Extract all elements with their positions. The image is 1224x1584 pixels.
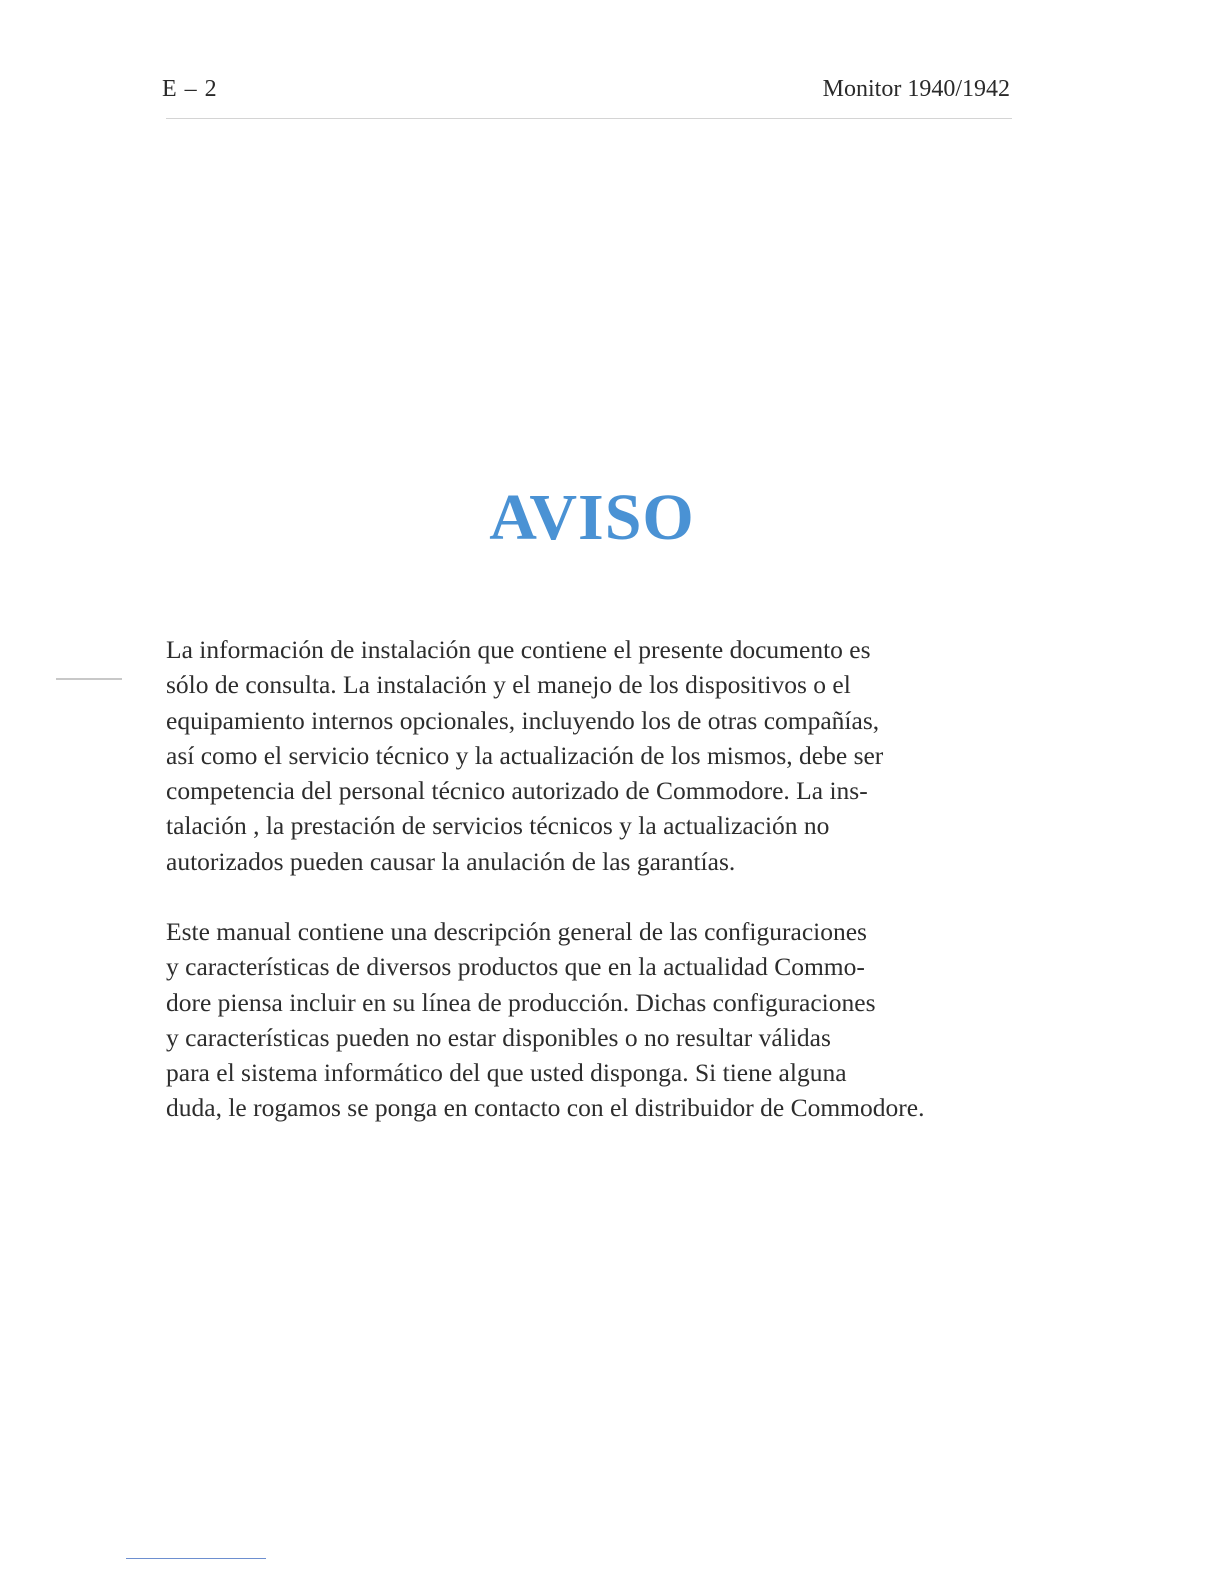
paragraph-line: y características de diversos productos que en la actualidad Commo-	[166, 952, 865, 982]
paragraph-line: autorizados pueden causar la anulación de las garantías.	[166, 846, 736, 876]
scan-artifact-line	[56, 678, 122, 680]
paragraph-line: para el sistema informático del que usted disponga. Si tiene alguna	[166, 1058, 847, 1088]
paragraph-line: Este manual contiene una descripción general de las configuraciones	[166, 917, 867, 946]
paragraph-line: así como el servicio técnico y la actualización de los mismos, debe ser	[166, 740, 884, 770]
paragraph-line: dore piensa incluir en su línea de producción. Dichas configuraciones	[166, 987, 876, 1017]
notice-paragraph-1	[166, 632, 1010, 879]
header-title: Monitor 1940/1942	[822, 76, 1010, 102]
paragraph-line: equipamiento internos opcionales, incluyendo los de otras compañías,	[166, 705, 880, 735]
paragraph-line: talación , la prestación de servicios técnicos y la actualización no	[166, 811, 830, 841]
page-header	[162, 76, 1010, 106]
page-heading: AVISO	[489, 481, 695, 555]
paragraph-line: y características pueden no estar disponibles o no resultar válidas	[166, 1022, 831, 1052]
paragraph-line: duda, le rogamos se ponga en contacto con el distribuidor de Commodore.	[166, 1093, 925, 1123]
page-number: E – 2	[162, 76, 218, 102]
paragraph-line: La información de instalación que contiene el presente documento es	[166, 635, 871, 664]
paragraph-line: sólo de consulta. La instalación y el manejo de los dispositivos o el	[166, 670, 851, 700]
notice-paragraph-2	[166, 914, 1010, 1126]
footer-divider	[126, 1558, 266, 1559]
header-divider	[166, 118, 1012, 119]
paragraph-line: competencia del personal técnico autorizado de Commodore. La ins-	[166, 776, 868, 806]
